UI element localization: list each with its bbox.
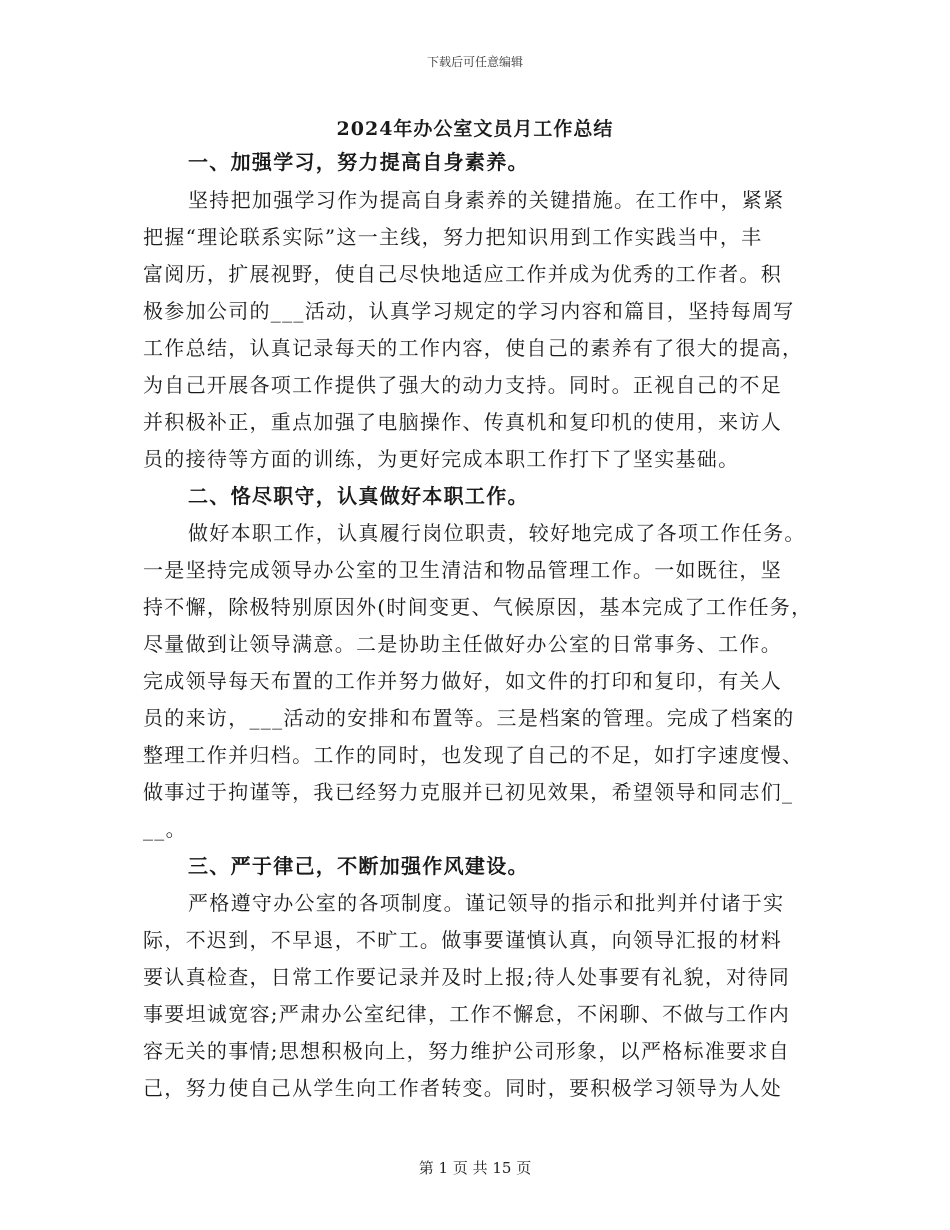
paragraph-line: 际，不迟到，不早退，不旷工。做事要谨慎认真，向领导汇报的材料 — [143, 928, 782, 952]
page-number: 第 1 页 共 15 页 — [418, 1159, 532, 1177]
paragraph-line: 尽量做到让领导满意。二是协助主任做好办公室的日常事务、工作。 — [143, 632, 782, 656]
paragraph-line: 做事过于拘谨等，我已经努力克服并已初见效果，希望领导和同志们_ — [143, 780, 794, 804]
section-heading-1: 一、加强学习，努力提高自身素养。 — [188, 150, 529, 174]
paragraph-line: 整理工作并归档。工作的同时，也发现了自己的不足，如打字速度慢、 — [143, 743, 804, 767]
paragraph-line: 做好本职工作，认真履行岗位职责，较好地完成了各项工作任务。 — [188, 521, 806, 545]
paragraph-line: 并积极补正，重点加强了电脑操作、传真机和复印机的使用，来访人 — [143, 410, 782, 434]
document-title: 2024年办公室文员月工作总结 — [336, 118, 614, 140]
paragraph-line: 严格遵守办公室的各项制度。谨记领导的指示和批判并付诸于实 — [188, 891, 785, 915]
paragraph-line: 要认真检查，日常工作要记录并及时上报;待人处事要有礼貌，对待同 — [143, 965, 791, 989]
paragraph-line: 极参加公司的___活动，认真学习规定的学习内容和篇目，坚持每周写 — [143, 299, 795, 323]
header-note: 下载后可任意编辑 — [426, 55, 523, 69]
paragraph-line: 一是坚持完成领导办公室的卫生清洁和物品管理工作。一如既往，坚 — [143, 558, 782, 582]
paragraph-line: 富阅历，扩展视野，使自己尽快地适应工作并成为优秀的工作者。积 — [143, 262, 782, 286]
paragraph-line: 员的接待等方面的训练，为更好完成本职工作打下了坚实基础。 — [143, 447, 740, 471]
paragraph-line: 持不懈，除极特别原因外(时间变更、气候原因，基本完成了工作任务， — [143, 595, 813, 619]
paragraph-line: 己，努力使自己从学生向工作者转变。同时，要积极学习领导为人处 — [143, 1076, 782, 1100]
paragraph-line: 为自己开展各项工作提供了强大的动力支持。同时。正视自己的不足 — [143, 373, 782, 397]
section-heading-3: 三、严于律己，不断加强作风建设。 — [188, 854, 529, 878]
section-heading-2: 二、恪尽职守，认真做好本职工作。 — [188, 484, 529, 508]
paragraph-line: 容无关的事情;思想积极向上，努力维护公司形象，以严格标准要求自 — [143, 1039, 791, 1063]
paragraph-line: 事要坦诚宽容;严肃办公室纪律，工作不懈怠，不闲聊、不做与工作内 — [143, 1002, 791, 1026]
paragraph-line: 员的来访，___活动的安排和布置等。三是档案的管理。完成了档案的 — [143, 706, 795, 730]
paragraph-line: 坚持把加强学习作为提高自身素养的关键措施。在工作中，紧紧 — [188, 188, 785, 212]
paragraph-line: 把握“理论联系实际”这一主线，努力把知识用到工作实践当中，丰 — [143, 225, 763, 249]
paragraph-line: 完成领导每天布置的工作并努力做好，如文件的打印和复印，有关人 — [143, 669, 782, 693]
paragraph-line: __。 — [143, 817, 187, 841]
paragraph-line: 工作总结，认真记录每天的工作内容，使自己的素养有了很大的提高， — [143, 336, 804, 360]
